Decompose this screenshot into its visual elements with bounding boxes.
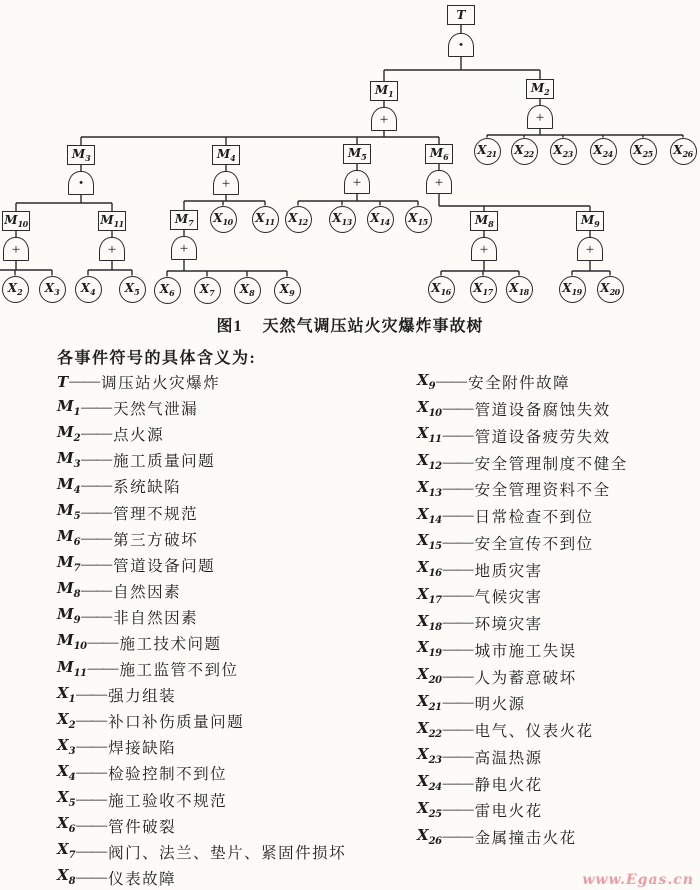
or-gate-icon-M2: + xyxy=(527,105,553,129)
basic-event-X10 xyxy=(210,206,237,233)
figure-title: 天然气调压站火灾爆炸事故树 xyxy=(262,318,484,335)
legend-entry-X23 xyxy=(417,744,628,771)
event-label: $X_9$ xyxy=(279,282,295,298)
legend-symbol: T xyxy=(57,372,69,391)
legend-symbol: $M_5$ xyxy=(57,501,81,523)
legend-entry-M7 xyxy=(57,552,346,578)
legend-text: 点火源 xyxy=(113,427,165,445)
basic-event-X25 xyxy=(630,138,657,165)
event-M2 xyxy=(526,79,554,99)
event-label: $X_5$ xyxy=(124,281,140,297)
legend-text: 地质灾害 xyxy=(474,562,543,580)
or-gate-icon-M4: + xyxy=(213,171,239,195)
figure-number: 图1 xyxy=(216,318,243,335)
event-label: $M_4$ xyxy=(216,147,236,163)
legend-symbol: $X_3$ xyxy=(57,735,76,757)
legend-dash: —— xyxy=(442,400,473,418)
or-gate-icon-M1: + xyxy=(371,107,397,131)
event-label: $X_{14}$ xyxy=(370,211,390,227)
or-gate-icon-M8: + xyxy=(471,237,497,261)
legend-symbol: $M_{11}$ xyxy=(57,657,87,679)
basic-event-X16 xyxy=(428,276,455,303)
legend-entry-X18 xyxy=(417,610,628,637)
legend-dash: —— xyxy=(76,842,107,860)
event-label: $X_{20}$ xyxy=(600,281,620,297)
legend-entry-X10 xyxy=(417,396,628,423)
legend-text: 安全宣传不到位 xyxy=(474,535,594,553)
legend-symbol: $M_7$ xyxy=(57,553,81,575)
legend-dash: —— xyxy=(87,633,118,651)
legend-entry-X19 xyxy=(417,637,628,664)
legend-symbol: $X_{15}$ xyxy=(417,531,442,553)
legend-text: 检验控制不到位 xyxy=(108,766,228,784)
basic-event-X15 xyxy=(405,206,432,233)
legend-dash: —— xyxy=(442,801,473,819)
legend-text: 补口补伤质量问题 xyxy=(108,714,245,732)
legend-text: 环境灾害 xyxy=(474,616,543,634)
event-M4 xyxy=(212,145,240,165)
legend-dash: —— xyxy=(442,560,473,578)
legend-text: 管道设备问题 xyxy=(113,557,216,575)
legend-dash: —— xyxy=(442,774,473,792)
legend-dash: —— xyxy=(442,426,473,444)
legend-entry-M8 xyxy=(57,578,346,604)
legend-text: 自然因素 xyxy=(113,583,182,601)
legend-entry-X8 xyxy=(57,865,346,890)
or-gate-icon-M7: + xyxy=(171,236,197,260)
figure-caption xyxy=(0,313,700,336)
legend-symbol: $X_{22}$ xyxy=(417,718,442,740)
legend-dash: —— xyxy=(76,686,107,704)
legend-dash: —— xyxy=(76,790,107,808)
legend-text: 第三方破坏 xyxy=(113,531,199,549)
legend-entry-M1 xyxy=(57,395,346,421)
event-label: $X_4$ xyxy=(80,281,96,297)
event-M3 xyxy=(67,145,95,165)
event-label: $X_{21}$ xyxy=(477,143,497,159)
event-label: $M_{11}$ xyxy=(100,213,124,229)
legend-entry-X22 xyxy=(417,717,628,744)
event-label: $X_{22}$ xyxy=(514,143,534,159)
legend-entry-X14 xyxy=(417,503,628,530)
event-label: $X_{26}$ xyxy=(673,143,693,159)
event-label: $X_7$ xyxy=(199,282,215,298)
legend-header: 各事件符号的具体含义为: xyxy=(57,350,257,367)
event-M7 xyxy=(170,210,198,230)
legend-entry-X20 xyxy=(417,663,628,690)
legend-dash: —— xyxy=(442,747,473,765)
legend-text: 高温热源 xyxy=(474,749,543,767)
legend-entry-M5 xyxy=(57,499,346,525)
legend-symbol: $X_5$ xyxy=(57,788,76,810)
basic-event-X12 xyxy=(285,206,312,233)
legend-symbol: $M_9$ xyxy=(57,605,81,627)
event-label: $M_8$ xyxy=(474,213,494,229)
legend-text: 施工质量问题 xyxy=(113,453,216,471)
legend-entry-X15 xyxy=(417,530,628,557)
legend-dash: —— xyxy=(76,712,107,730)
legend-entry-X25 xyxy=(417,797,628,824)
legend-text: 施工技术问题 xyxy=(119,635,222,653)
event-label: $M_{10}$ xyxy=(4,213,28,229)
legend-text: 管件破裂 xyxy=(108,818,177,836)
legend-text: 气候灾害 xyxy=(474,589,543,607)
legend-text: 阀门、法兰、垫片、紧固件损坏 xyxy=(108,844,347,862)
legend-entry-M2 xyxy=(57,421,346,447)
legend-dash: —— xyxy=(442,721,473,739)
event-label: $X_8$ xyxy=(239,282,255,298)
legend-dash: —— xyxy=(442,614,473,632)
legend-dash: —— xyxy=(442,587,473,605)
legend-symbol: $X_{23}$ xyxy=(417,745,442,767)
event-label: $X_{16}$ xyxy=(431,281,451,297)
legend-entry-T xyxy=(57,369,346,395)
event-label: $X_{18}$ xyxy=(509,281,529,297)
legend-symbol: $X_{14}$ xyxy=(417,504,442,526)
legend-symbol: $X_{21}$ xyxy=(417,691,442,713)
legend-entry-M3 xyxy=(57,447,346,473)
basic-event-X18 xyxy=(506,276,533,303)
legend-dash: —— xyxy=(81,607,112,625)
event-label: T xyxy=(456,8,466,22)
legend-symbol: $M_4$ xyxy=(57,474,81,496)
basic-event-X21 xyxy=(474,138,501,165)
legend-text: 焊接缺陷 xyxy=(108,740,177,758)
basic-event-X3 xyxy=(39,276,66,303)
legend-entry-X3 xyxy=(57,734,346,760)
event-M5 xyxy=(343,144,371,164)
legend-symbol: $M_{10}$ xyxy=(57,631,87,653)
legend-dash: —— xyxy=(81,555,112,573)
legend-symbol: $X_{19}$ xyxy=(417,638,442,660)
legend-entry-X7 xyxy=(57,839,346,865)
legend-entry-X12 xyxy=(417,449,628,476)
legend-symbol: $X_{18}$ xyxy=(417,611,442,633)
basic-event-X13 xyxy=(329,206,356,233)
event-label: $X_{13}$ xyxy=(332,211,352,227)
legend-symbol: $M_2$ xyxy=(57,422,81,444)
legend-symbol: $M_3$ xyxy=(57,448,81,470)
legend-text: 明火源 xyxy=(474,696,526,714)
event-label: $M_1$ xyxy=(374,83,394,99)
event-label: $X_{11}$ xyxy=(255,211,275,227)
and-gate-icon-M3: • xyxy=(68,171,94,195)
legend-symbol: $X_6$ xyxy=(57,814,76,836)
event-label: $M_7$ xyxy=(174,212,194,228)
legend-dash: —— xyxy=(81,581,112,599)
legend-dash: —— xyxy=(436,373,467,391)
legend-entry-M4 xyxy=(57,473,346,499)
or-gate-icon-M9: + xyxy=(577,237,603,261)
legend-symbol: $X_{10}$ xyxy=(417,397,442,419)
event-label: $M_5$ xyxy=(347,146,367,162)
legend-entry-X21 xyxy=(417,690,628,717)
basic-event-X9 xyxy=(274,277,301,304)
legend-text: 管理不规范 xyxy=(113,505,199,523)
legend-text: 金属撞击火花 xyxy=(474,830,577,848)
legend-entry-X26 xyxy=(417,824,628,851)
or-gate-icon-M6: + xyxy=(426,170,452,194)
legend-dash: —— xyxy=(442,480,473,498)
event-M10 xyxy=(2,211,30,231)
legend-entry-X24 xyxy=(417,770,628,797)
legend-dash: —— xyxy=(442,507,473,525)
legend-text: 非自然因素 xyxy=(113,609,199,627)
event-label: $X_{19}$ xyxy=(562,281,582,297)
legend-text: 城市施工失误 xyxy=(474,642,577,660)
event-M6 xyxy=(425,144,453,164)
basic-event-X23 xyxy=(550,138,577,165)
legend-text: 电气、仪表火花 xyxy=(474,723,594,741)
basic-event-X8 xyxy=(234,277,261,304)
and-gate-icon-T: • xyxy=(448,33,474,57)
basic-event-X14 xyxy=(367,206,394,233)
legend-dash: —— xyxy=(76,764,107,782)
legend-text: 安全管理资料不全 xyxy=(474,482,611,500)
event-label: $X_3$ xyxy=(44,281,60,297)
basic-event-X20 xyxy=(597,276,624,303)
legend-entry-X13 xyxy=(417,476,628,503)
legend-symbol: $X_{20}$ xyxy=(417,665,442,687)
or-gate-icon-M5: + xyxy=(344,170,370,194)
legend-text: 强力组装 xyxy=(108,688,177,706)
event-label: $X_{17}$ xyxy=(473,281,493,297)
legend-text: 施工验收不规范 xyxy=(108,792,228,810)
event-label: $X_2$ xyxy=(7,281,23,297)
event-label: $X_{24}$ xyxy=(593,143,613,159)
fault-tree-diagram xyxy=(0,0,700,312)
legend-dash: —— xyxy=(76,738,107,756)
legend-dash: —— xyxy=(442,453,473,471)
legend-text: 天然气泄漏 xyxy=(113,401,199,419)
legend-dash: —— xyxy=(87,660,118,678)
legend-symbol: $X_{16}$ xyxy=(417,558,442,580)
legend-dash: —— xyxy=(81,477,112,495)
legend-text: 日常检查不到位 xyxy=(474,509,594,527)
legend-entry-X4 xyxy=(57,760,346,786)
legend-entry-X9 xyxy=(417,369,628,396)
legend-dash: —— xyxy=(69,373,100,391)
legend-text: 系统缺陷 xyxy=(113,479,182,497)
legend-symbol: $X_{17}$ xyxy=(417,584,442,606)
legend-dash: —— xyxy=(81,503,112,521)
event-M9 xyxy=(576,211,604,231)
basic-event-X24 xyxy=(590,138,617,165)
legend-entry-X6 xyxy=(57,813,346,839)
legend-entry-X11 xyxy=(417,423,628,450)
event-label: $X_{12}$ xyxy=(288,211,308,227)
legend-text: 静电火花 xyxy=(474,776,543,794)
legend-column-left xyxy=(57,369,346,890)
legend-text: 安全管理制度不健全 xyxy=(474,455,628,473)
legend-entry-X5 xyxy=(57,787,346,813)
legend-symbol: $X_4$ xyxy=(57,761,76,783)
basic-event-X11 xyxy=(252,206,279,233)
basic-event-X19 xyxy=(559,276,586,303)
legend-dash: —— xyxy=(442,640,473,658)
legend-dash: —— xyxy=(442,828,473,846)
legend-entry-X1 xyxy=(57,682,346,708)
legend-dash: —— xyxy=(76,868,107,886)
event-T xyxy=(447,5,475,25)
legend-entry-M9 xyxy=(57,604,346,630)
legend-column-right xyxy=(417,369,628,851)
legend-dash: —— xyxy=(81,399,112,417)
basic-event-X5 xyxy=(119,276,146,303)
legend-dash: —— xyxy=(442,533,473,551)
legend-symbol: $X_9$ xyxy=(417,370,436,392)
legend-text: 人为蓄意破坏 xyxy=(474,669,577,687)
legend-symbol: $M_1$ xyxy=(57,396,81,418)
event-label: $M_9$ xyxy=(580,213,600,229)
legend-dash: —— xyxy=(81,425,112,443)
legend-dash: —— xyxy=(442,694,473,712)
legend-symbol: $X_1$ xyxy=(57,683,76,705)
legend-symbol: $X_2$ xyxy=(57,709,76,731)
legend-symbol: $X_{24}$ xyxy=(417,772,442,794)
event-M11 xyxy=(98,211,126,231)
event-label: $M_2$ xyxy=(530,81,550,97)
legend-text: 仪表故障 xyxy=(108,870,177,888)
legend-dash: —— xyxy=(81,529,112,547)
legend-text: 调压站火灾爆炸 xyxy=(101,375,221,393)
event-label: $X_{23}$ xyxy=(553,143,573,159)
legend-entry-X2 xyxy=(57,708,346,734)
legend-text: 管道设备腐蚀失效 xyxy=(474,402,611,420)
basic-event-X4 xyxy=(75,276,102,303)
legend-dash: —— xyxy=(442,667,473,685)
legend-dash: —— xyxy=(76,816,107,834)
event-M8 xyxy=(470,211,498,231)
legend-symbol: $X_{13}$ xyxy=(417,477,442,499)
legend-entry-M11 xyxy=(57,656,346,682)
basic-event-X2 xyxy=(2,276,29,303)
legend-symbol: $M_8$ xyxy=(57,579,81,601)
basic-event-X7 xyxy=(194,277,221,304)
event-label: $X_{15}$ xyxy=(408,211,428,227)
legend-symbol: $X_8$ xyxy=(57,866,76,888)
or-gate-icon-M10: + xyxy=(3,237,29,261)
basic-event-X26 xyxy=(670,138,697,165)
event-label: $X_6$ xyxy=(159,282,175,298)
event-label: $X_{25}$ xyxy=(633,143,653,159)
legend-symbol: $X_7$ xyxy=(57,840,76,862)
legend-dash: —— xyxy=(81,451,112,469)
legend-text: 施工监管不到位 xyxy=(119,662,239,680)
legend-text: 安全附件故障 xyxy=(468,375,571,393)
legend-symbol: $X_{12}$ xyxy=(417,451,442,473)
legend-entry-M10 xyxy=(57,630,346,656)
legend-entry-X16 xyxy=(417,556,628,583)
legend-symbol: $X_{11}$ xyxy=(417,424,442,446)
basic-event-X22 xyxy=(511,138,538,165)
legend-text: 雷电火花 xyxy=(474,803,543,821)
legend-symbol: $M_6$ xyxy=(57,527,81,549)
event-label: $M_6$ xyxy=(429,146,449,162)
event-M1 xyxy=(370,81,398,101)
event-label: $M_3$ xyxy=(71,147,91,163)
event-label: $X_{10}$ xyxy=(213,211,233,227)
legend-symbol: $X_{26}$ xyxy=(417,825,442,847)
legend-symbol: $X_{25}$ xyxy=(417,798,442,820)
or-gate-icon-M11: + xyxy=(99,237,125,261)
basic-event-X6 xyxy=(154,277,181,304)
legend-entry-M6 xyxy=(57,526,346,552)
legend-entry-X17 xyxy=(417,583,628,610)
legend-text: 管道设备疲劳失效 xyxy=(474,428,611,446)
watermark: www.Egas.cn xyxy=(582,872,694,888)
basic-event-X17 xyxy=(470,276,497,303)
